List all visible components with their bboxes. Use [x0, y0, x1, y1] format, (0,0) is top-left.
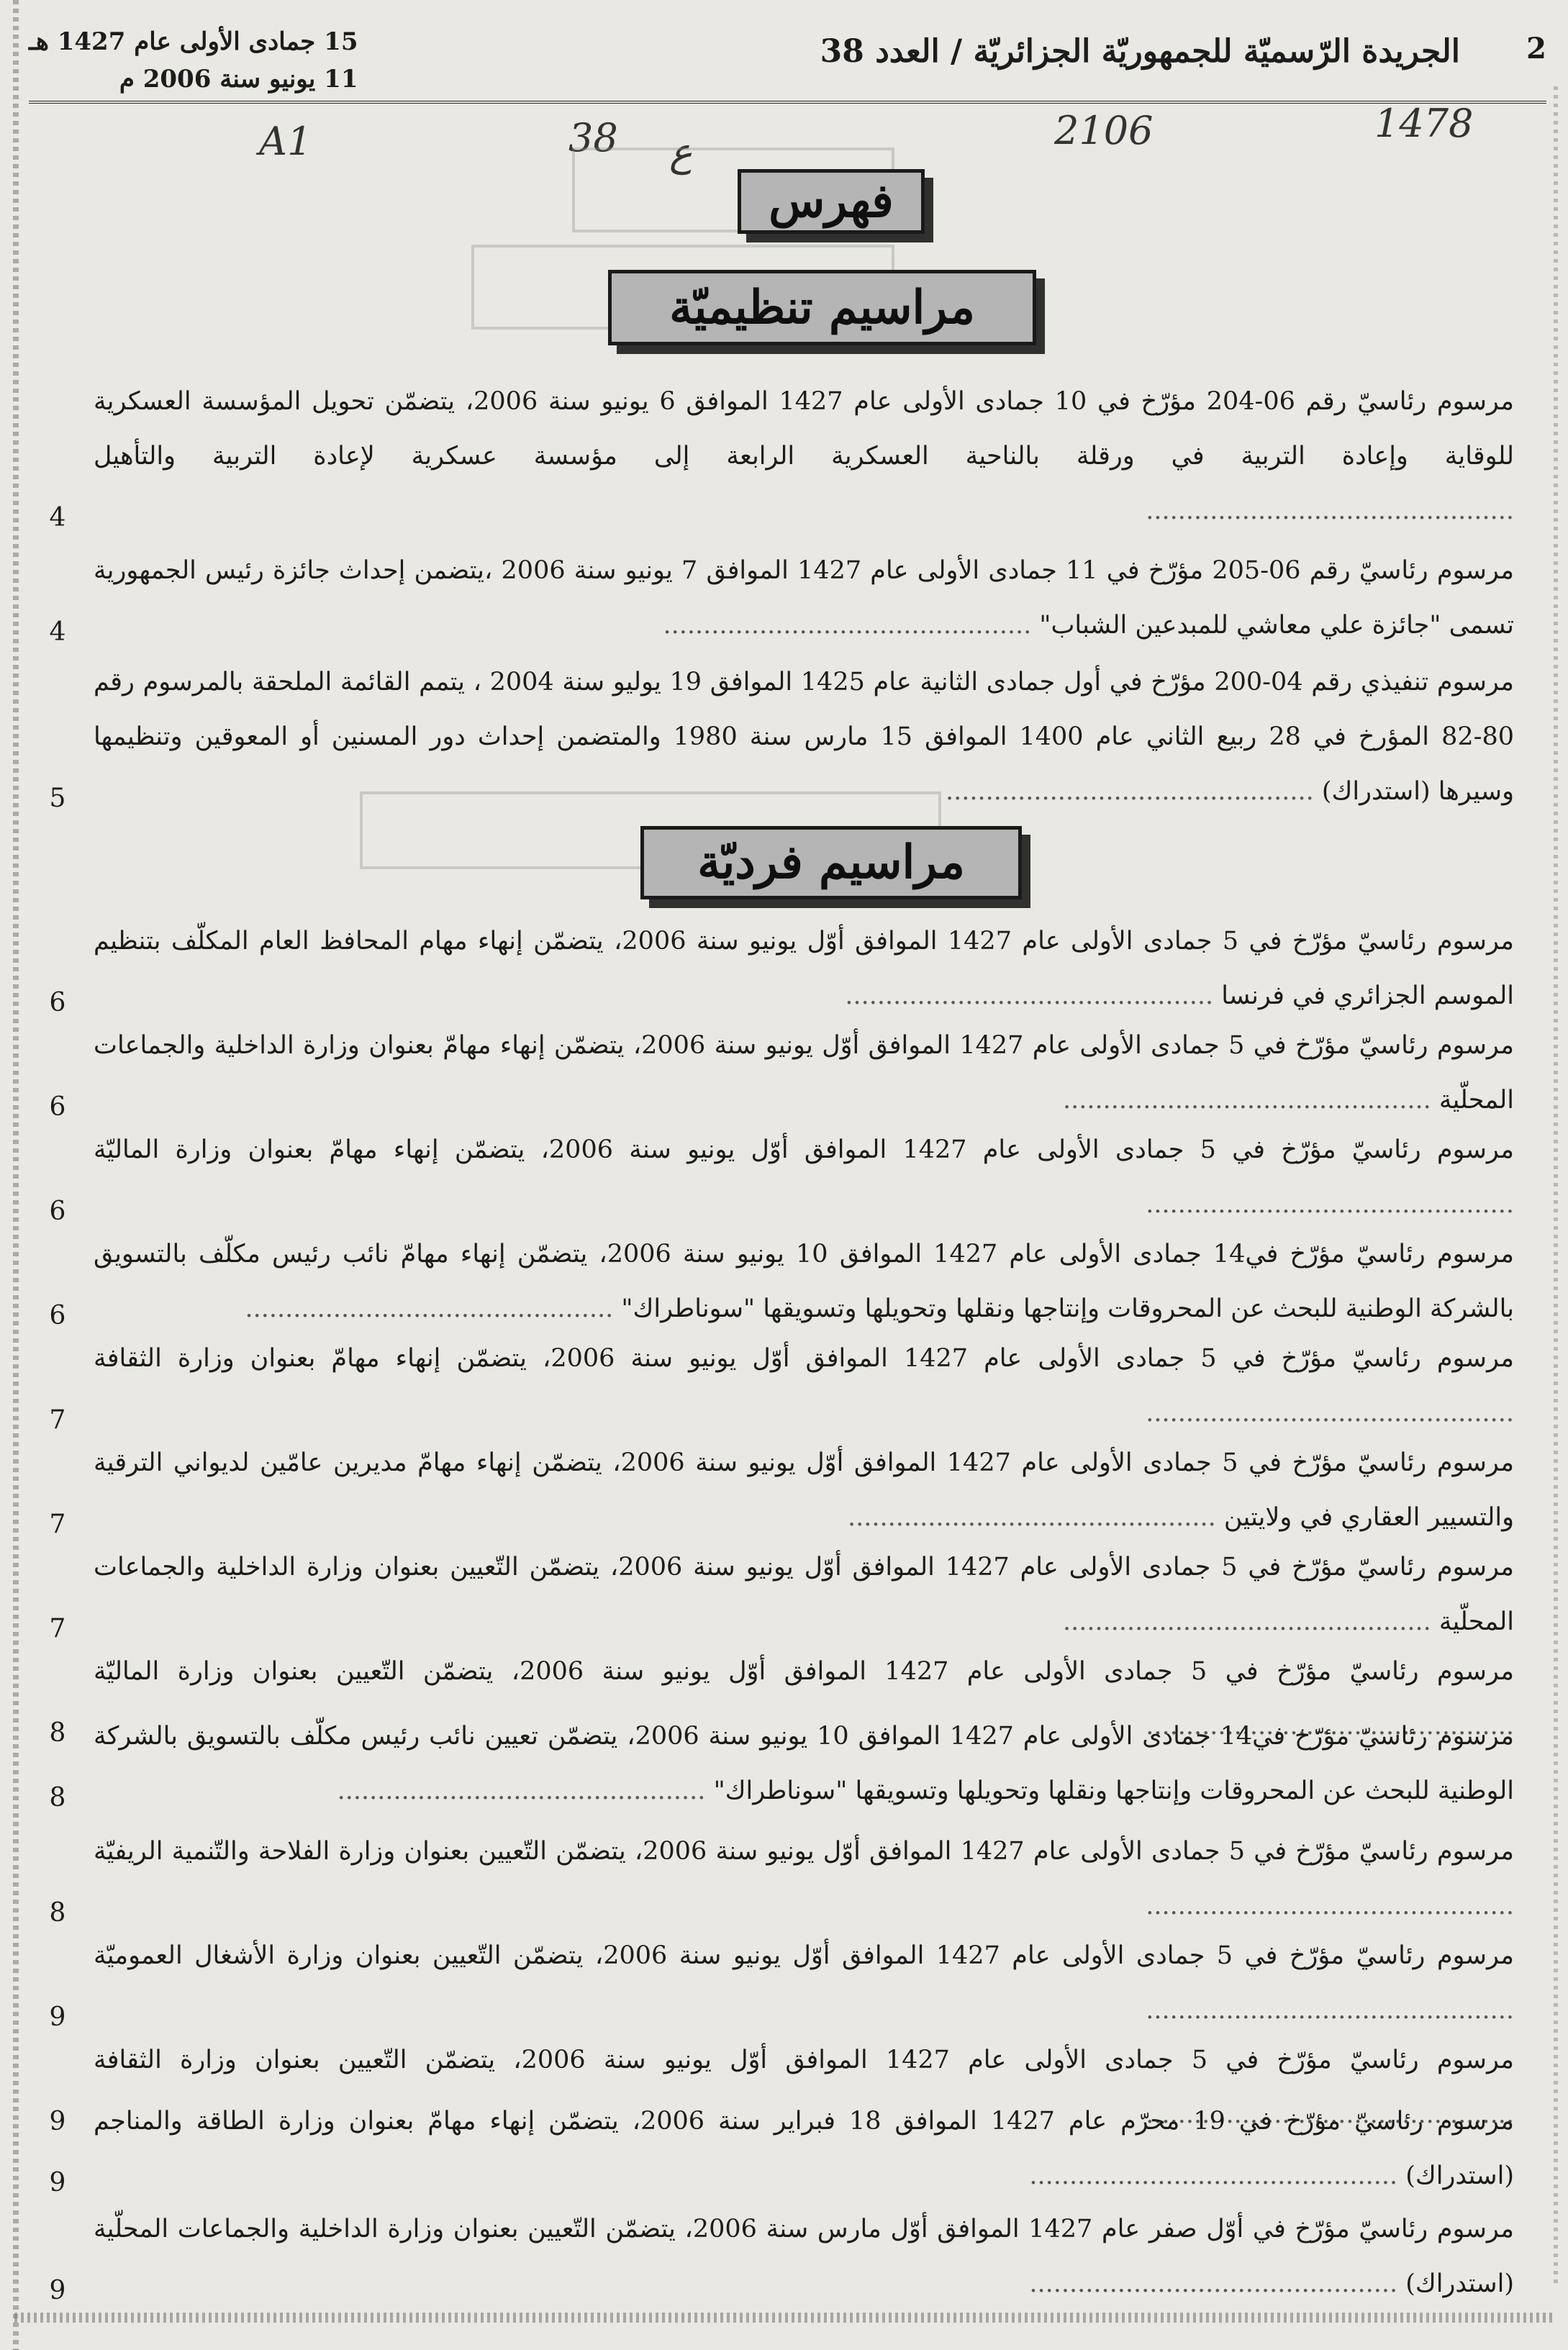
decree-title: مرسوم رئاسيّ مؤرّخ في 5 جمادى الأولى عام 1427 الموافق أوّل يونيو سنة 2006، يتضمّن التّعيين بعنوان وزارة الداخلية والجماعات المحلّية .....	[94, 1540, 1514, 1649]
individual-decrees-list	[49, 914, 1515, 2305]
page-number: 2	[1526, 32, 1546, 65]
decree-title: مرسوم رئاسيّ مؤرّخ في14 جمادى الأولى عام 1427 الموافق 10 يونيو سنة 2006، يتضمّن تعيين نائب رئيس مكلّف بالتسويق بالشركة الوطنية للبحث عن المحروقات وإنتاجها ونقلها وتحويلها وتسويقها "سوناطراك" .....	[94, 1709, 1514, 1818]
decree-title: مرسوم رئاسيّ مؤرّخ في 5 جمادى الأولى عام 1427 الموافق أوّل يونيو سنة 2006، يتضمّن التّعيين بعنوان وزارة الفلاحة والتّنمية الريفيّة .....	[94, 1824, 1514, 1933]
page-border-bottom	[14, 2313, 1554, 2323]
decree-entry[interactable]	[49, 655, 1514, 819]
decree-entry[interactable]	[49, 1709, 1514, 1818]
decree-page-number: 8	[49, 1783, 66, 1813]
decree-page-number: 6	[49, 1197, 66, 1226]
individual-decrees-heading: مراسيم فرديّة	[640, 826, 1022, 899]
decree-title: مرسوم رئاسيّ مؤرّخ في 5 جمادى الأولى عام 1427 الموافق أوّل يونيو سنة 2006، يتضمّن التّعيين بعنوان وزارة الثقافة .....	[94, 2033, 1514, 2142]
index-heading: فهرس	[738, 169, 925, 234]
handwritten-1478: 1478	[1374, 101, 1474, 146]
decree-title: مرسوم رئاسيّ رقم 06-205 مؤرّخ في 11 جمادى الأولى عام 1427 الموافق 7 يونيو سنة 2006 ،يتضمن إحداث جائزة رئيس الجمهورية تسمى "جائزة علي معاشي للمبدعين الشباب" .....	[94, 543, 1514, 653]
decree-entry[interactable]	[49, 543, 1514, 653]
decree-title: مرسوم رئاسيّ مؤرّخ في 5 جمادى الأولى عام 1427 الموافق أوّل يونيو سنة 2006، يتضمّن التّعيين بعنوان وزارة الأشغال العموميّة .....	[94, 1928, 1514, 2038]
decree-page-number: 5	[49, 784, 66, 813]
decree-entry[interactable]	[49, 2094, 1514, 2203]
decree-title: مرسوم رئاسيّ مؤرّخ في 5 جمادى الأولى عام 1427 الموافق أوّل يونيو سنة 2006، يتضمّن إنهاء مهامّ بعنوان وزارة الماليّة .....	[94, 1122, 1514, 1232]
handwritten-2106: 2106	[1054, 108, 1154, 153]
handwritten-letter: ع	[669, 130, 693, 175]
handwritten-a1: A1	[259, 119, 312, 164]
decree-page-number: 9	[49, 2002, 66, 2032]
decree-page-number: 4	[49, 617, 66, 647]
decree-title: مرسوم رئاسيّ مؤرّخ في 5 جمادى الأولى عام 1427 الموافق أوّل يونيو سنة 2006، يتضمّن إنهاء مهامّ بعنوان وزارة الثقافة .....	[94, 1331, 1514, 1441]
decree-page-number: 4	[49, 503, 66, 532]
journal-title: الجريدة الرّسميّة للجمهوريّة الجزائريّة / العدد 38	[820, 33, 1460, 70]
decree-entry[interactable]	[49, 1122, 1514, 1232]
decree-page-number: 9	[49, 2107, 66, 2136]
decree-page-number: 6	[49, 1092, 66, 1122]
decree-page-number: 8	[49, 1718, 66, 1748]
hijri-date: 15 جمادى الأولى عام 1427 هـ	[29, 27, 358, 56]
decree-page-number: 6	[49, 1301, 66, 1330]
decree-title: مرسوم رئاسيّ مؤرّخ في 5 جمادى الأولى عام 1427 الموافق أوّل يونيو سنة 2006، يتضمّن إنهاء مهامّ مديرين عامّين لديواني الترقية والتسيير العقاري في ولايتين .....	[94, 1435, 1514, 1545]
decree-title: مرسوم رئاسيّ مؤرّخ في أوّل صفر عام 1427 الموافق أوّل مارس سنة 2006، يتضمّن التّعيين بعنوان وزارة الداخلية والجماعات المحلّية (استدراك) .....	[94, 2202, 1514, 2311]
issue-date	[29, 23, 358, 98]
decree-entry[interactable]	[49, 1824, 1515, 1933]
decree-entry[interactable]	[49, 1227, 1514, 1336]
decree-title: مرسوم رئاسيّ رقم 06-204 مؤرّخ في 10 جمادى الأولى عام 1427 الموافق 6 يونيو سنة 2006، يتضمّن تحويل المؤسسة العسكرية للوقاية وإعادة التربية في ورقلة بالناحية العسكرية الرابعة إلى مؤسسة عسكرية لإعادة التربية والتأهيل .....	[94, 374, 1514, 538]
decree-page-number: 7	[49, 1614, 66, 1643]
decree-page-number: 7	[49, 1510, 66, 1539]
decree-entry[interactable]	[49, 1540, 1514, 1649]
decree-page-number: 7	[49, 1405, 66, 1435]
decree-title: مرسوم رئاسيّ مؤرّخ في 5 جمادى الأولى عام 1427 الموافق أوّل يونيو سنة 2006، يتضمّن التّعيين بعنوان وزارة الماليّة .....	[94, 1644, 1514, 1754]
decree-page-number: 8	[49, 1898, 66, 1928]
gregorian-date: 11 يونيو سنة 2006 م	[119, 65, 358, 94]
decree-entry[interactable]	[49, 1331, 1515, 1441]
regulatory-decrees-list	[49, 374, 1514, 813]
decree-entry[interactable]	[49, 2202, 1514, 2311]
decree-title: مرسوم رئاسيّ مؤرّخ في 5 جمادى الأولى عام 1427 الموافق أوّل يونيو سنة 2006، يتضمّن إنهاء مهامّ بعنوان وزارة الداخلية والجماعات المحلّية .....	[94, 1018, 1514, 1128]
decree-entry[interactable]	[49, 1928, 1515, 2038]
decree-entry[interactable]	[49, 1435, 1514, 1545]
decree-entry[interactable]	[49, 1018, 1514, 1128]
decree-title: مرسوم رئاسيّ مؤرّخ في 19 محرّم عام 1427 الموافق 18 فبراير سنة 2006، يتضمّن إنهاء مهامّ بعنوان وزارة الطاقة والمناجم (استدراك) .....	[94, 2094, 1514, 2203]
page-header	[29, 7, 1546, 104]
page-border-right	[1554, 86, 1558, 2288]
decree-page-number: 9	[49, 2168, 66, 2197]
regulatory-decrees-heading: مراسيم تنظيميّة	[608, 270, 1036, 345]
decree-title: مرسوم رئاسيّ مؤرّخ في 5 جمادى الأولى عام 1427 الموافق أوّل يونيو سنة 2006، يتضمّن إنهاء مهام المحافظ العام المكلّف بتنظيم الموسم الجزائري في فرنسا .....	[94, 914, 1514, 1023]
decree-entry[interactable]	[49, 374, 1514, 538]
decree-title: مرسوم رئاسيّ مؤرّخ في14 جمادى الأولى عام 1427 الموافق 10 يونيو سنة 2006، يتضمّن إنهاء مهامّ نائب رئيس مكلّف بالتسويق بالشركة الوطنية للبحث عن المحروقات وإنتاجها ونقلها وتحويلها وتسويقها "سوناطراك" .....	[94, 1227, 1514, 1336]
decree-page-number: 6	[49, 988, 66, 1017]
decree-title: مرسوم تنفيذي رقم 04-200 مؤرّخ في أول جمادى الثانية عام 1425 الموافق 19 يوليو سنة 2004 ، يتمم القائمة الملحقة بالمرسوم رقم 80-82 المؤرخ في 28 ربيع الثاني عام 1400 الموافق 15 مارس سنة 1980 والمتضمن إحداث دور المسنين أو المعوقين وتنظيمها وسيرها (استدراك) .....	[94, 655, 1514, 819]
handwritten-38: 38	[568, 115, 618, 160]
page-border-left	[13, 0, 19, 2350]
decree-entry[interactable]	[49, 914, 1515, 1023]
decree-page-number: 9	[49, 2276, 66, 2305]
